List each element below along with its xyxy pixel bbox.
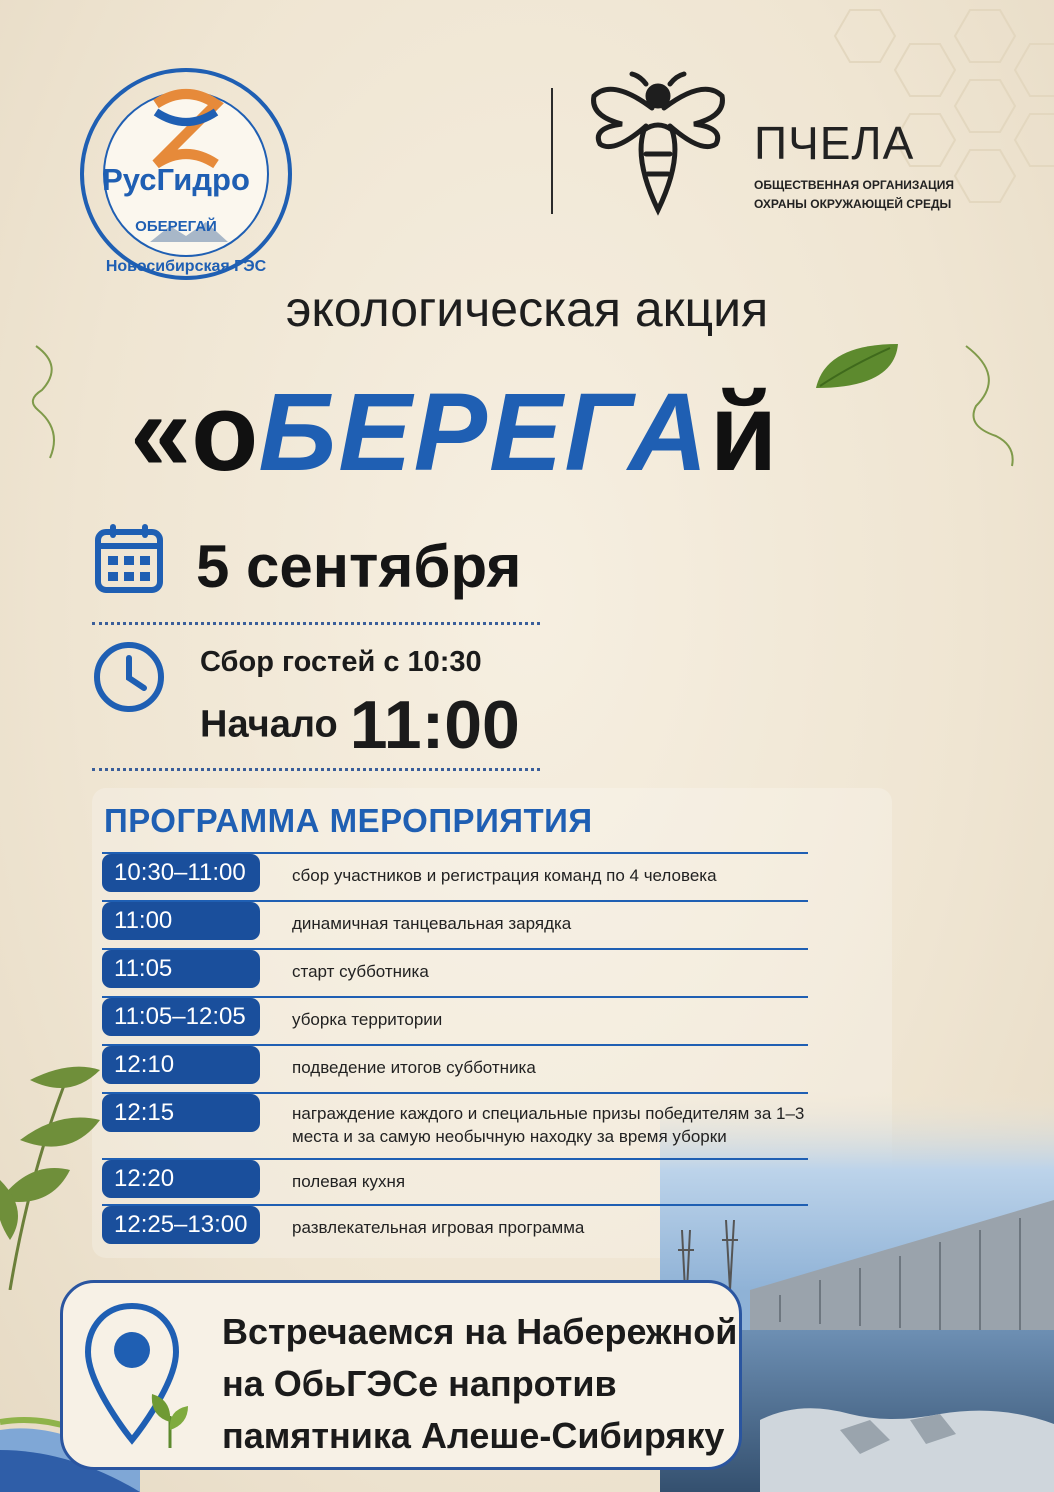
curl-decoration-left (26, 340, 66, 460)
rushydro-footer: Новосибирская ГЭС (105, 258, 267, 275)
schedule-time-badge: 12:10 (102, 1046, 260, 1084)
event-date: 5 сентября (196, 533, 522, 600)
dotted-divider (92, 768, 540, 771)
location-line2: на ОбьГЭСе напротив (222, 1363, 617, 1404)
program-title: ПРОГРАММА МЕРОПРИЯТИЯ (104, 802, 593, 839)
schedule-desc: подведение итогов субботника (292, 1058, 536, 1077)
schedule-time-badge: 10:30–11:00 (102, 854, 260, 892)
logo-divider (551, 88, 553, 214)
start-time-block (200, 686, 520, 764)
curl-decoration-right (960, 340, 1020, 470)
leaf-icon (812, 340, 902, 396)
schedule-time-badge: 11:05–12:05 (102, 998, 260, 1036)
bee-org-subtitle (754, 176, 954, 214)
calendar-icon (94, 522, 164, 594)
schedule-desc: динамичная танцевальная зарядка (292, 914, 572, 933)
schedule-desc: полевая кухня (292, 1172, 406, 1191)
start-label: Начало (200, 703, 338, 746)
schedule-time-badge: 11:00 (102, 902, 260, 940)
schedule-desc: награждение каждого и специальные призы победителям за 1–3 места и за самую необычную находку за время уборки (292, 1104, 805, 1146)
start-time: 11:00 (349, 687, 520, 763)
bee-icon (588, 70, 728, 220)
location-text (222, 1306, 737, 1462)
location-line3: памятника Алеше-Сибиряку (222, 1415, 725, 1456)
location-line1: Встречаемся на Набережной (222, 1311, 738, 1352)
schedule-time-badge: 12:25–13:00 (102, 1206, 260, 1244)
rushydro-subname: ОБЕРЕГАЙ (135, 218, 217, 235)
schedule-desc: уборка территории (292, 1010, 443, 1029)
brand-main: БЕРЕГА (258, 371, 710, 494)
schedule-time-badge: 11:05 (102, 950, 260, 988)
schedule-desc: сбор участников и регистрация команд по 4 человека (292, 866, 717, 885)
event-brand-title (130, 371, 778, 494)
brand-prefix: «о (130, 371, 259, 494)
gather-time: Сбор гостей с 10:30 (200, 646, 482, 678)
brand-suffix: й (709, 371, 778, 494)
dotted-divider (92, 622, 540, 625)
bee-org-sub-line2: ОХРАНЫ ОКРУЖАЮЩЕЙ СРЕДЫ (754, 197, 952, 211)
schedule-desc: старт субботника (292, 962, 429, 981)
schedule-desc: развлекательная игровая программа (292, 1218, 585, 1237)
schedule-time-badge: 12:15 (102, 1094, 260, 1132)
bee-org-sub-line1: ОБЩЕСТВЕННАЯ ОРГАНИЗАЦИЯ (754, 178, 955, 192)
clock-icon (92, 640, 166, 714)
sprout-icon (150, 1392, 190, 1448)
bee-org-title: ПЧЕЛА (754, 117, 915, 169)
schedule-time-badge: 12:20 (102, 1160, 260, 1198)
event-headline: экологическая акция (285, 281, 769, 337)
rushydro-name: РусГидро (102, 162, 250, 197)
